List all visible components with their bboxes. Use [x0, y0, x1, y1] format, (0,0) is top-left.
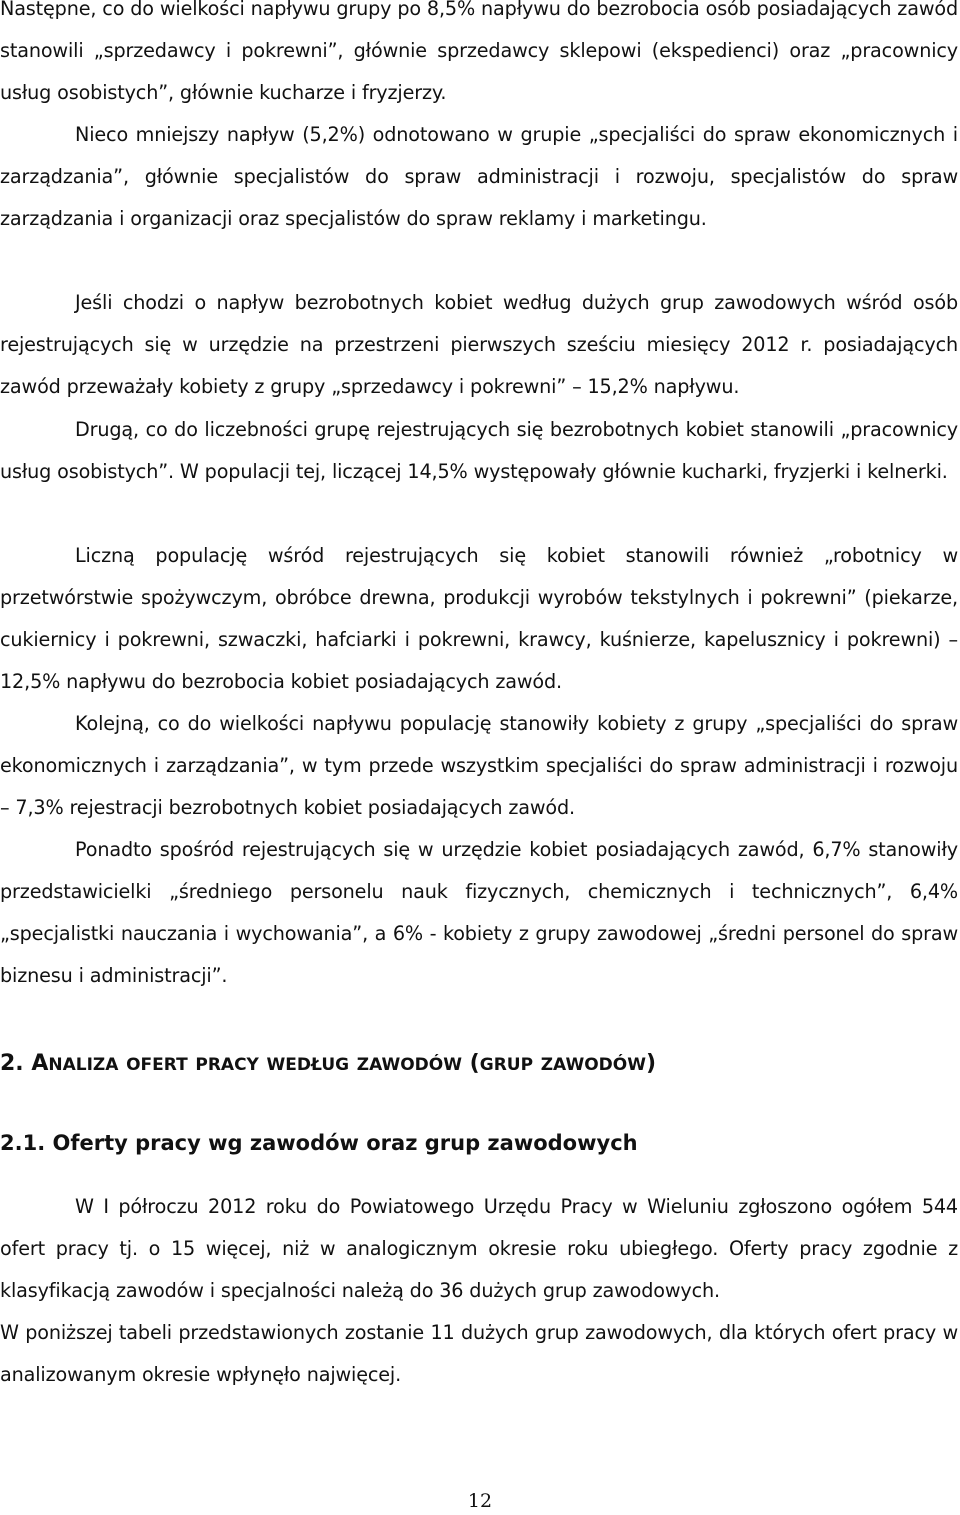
section-number: 2.	[0, 1051, 24, 1076]
page-number: 12	[467, 1490, 493, 1512]
section-title-word: ANALIZA	[31, 1051, 119, 1076]
paragraph-other-groups: Ponadto spośród rejestrujących się w urzędzie kobiet posiadających zawód, 6,7% stanowiły przedstawicielki „średniego personelu nauk fizycznych, chemicznych i technicznych”, 6,4% „specjalistki nauczania i wychowania”, a 6% - kobiety z grupy zawodowej „średni personel do spraw biznesu i administracji”.	[0, 838, 958, 987]
section-title-word: )	[645, 1051, 657, 1076]
paragraph-personal-services: Drugą, co do liczebności grupę rejestrujących się bezrobotnych kobiet stanowili „pracownicy usług osobistych”. W populacji tej, liczącej 14,5% występowały głównie kucharki, fryzjerki i kelnerki.	[0, 418, 958, 483]
section-title-word: WEDŁUG	[266, 1055, 350, 1075]
paragraph-food-processing-workers: Liczną populację wśród rejestrujących się kobiet stanowili również „robotnicy w przetwórstwie spożywczym, obróbce drewna, produkcji wyrobów tekstylnych i pokrewni” (piekarze, cukiernicy i pokrewni, szwaczki, hafciarki i pokrewni, krawcy, kuśnierze, kapelusznicy i pokrewni) – 12,5% napływu do bezrobocia kobiet posiadających zawód.	[0, 544, 958, 693]
paragraph-women-inflow: Jeśli chodzi o napływ bezrobotnych kobiet według dużych grup zawodowych wśród osób rejestrujących się w urzędzie na przestrzeni pierwszych sześciu miesięcy 2012 r. posiadających zawód przeważały kobiety z grupy „sprzedawcy i pokrewni” – 15,2% napływu.	[0, 291, 958, 398]
section-title-word: OFERT	[126, 1055, 188, 1075]
subsection-heading: 2.1. Oferty pracy wg zawodów oraz grup zawodowych	[0, 1131, 638, 1155]
paragraph-table-intro: W poniższej tabeli przedstawionych zostanie 11 dużych grup zawodowych, dla których ofert pracy w analizowanym okresie wpłynęło najwięcej.	[0, 1321, 958, 1386]
section-title	[31, 1051, 656, 1076]
paragraph-sales-group: Następne, co do wielkości napływu grupy po 8,5% napływu do bezrobocia osób posiadających zawód stanowili „sprzedawcy i pokrewni”, głównie sprzedawcy sklepowi (ekspedienci) oraz „pracownicy usług osobistych”, głównie kucharze i fryzjerzy.	[0, 0, 958, 104]
paragraph-economic-women: Kolejną, co do wielkości napływu populację stanowiły kobiety z grupy „specjaliści do spraw ekonomicznych i zarządzania”, w tym przede wszystkim specjaliści do spraw administracji i rozwoju – 7,3% rejestracji bezrobotnych kobiet posiadających zawód.	[0, 712, 958, 819]
section-title-word: ZAWODÓW	[356, 1055, 462, 1075]
paragraph-job-offers: W I półroczu 2012 roku do Powiatowego Urzędu Pracy w Wieluniu zgłoszono ogółem 544 ofert pracy tj. o 15 więcej, niż w analogicznym okresie roku ubiegłego. Oferty pracy zgodnie z klasyfikacją zawodów i specjalności należą do 36 dużych grup zawodowych.	[0, 1195, 958, 1302]
section-heading	[0, 1049, 656, 1080]
paragraph-economic-specialists: Nieco mniejszy napływ (5,2%) odnotowano w grupie „specjaliści do spraw ekonomicznych i zarządzania”, głównie specjalistów do spraw administracji i rozwoju, specjalistów do spraw zarządzania i organizacji oraz specjalistów do spraw reklamy i marketingu.	[0, 123, 958, 230]
section-title-word: (GRUP	[469, 1051, 534, 1076]
section-title-word: ZAWODÓW	[540, 1055, 646, 1075]
section-title-word: PRACY	[195, 1055, 259, 1075]
